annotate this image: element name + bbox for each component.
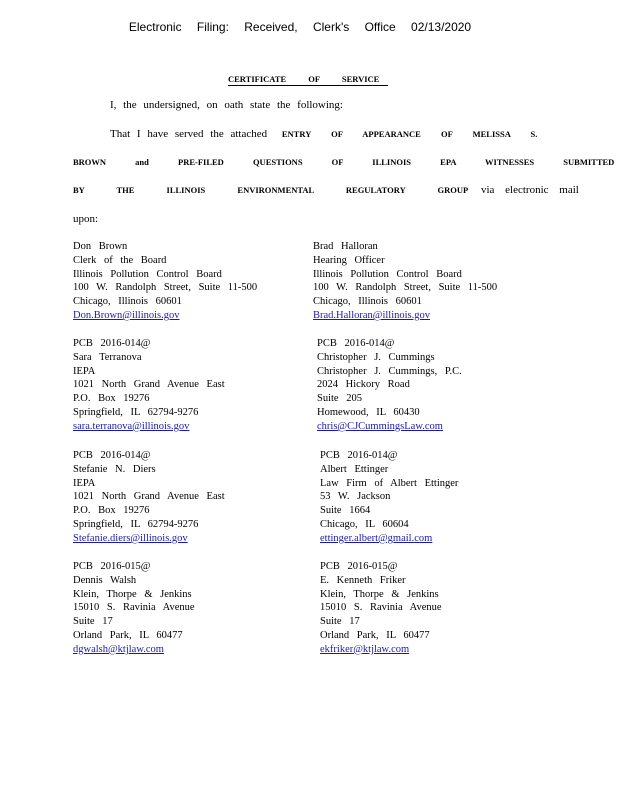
recipient-line: Suite 17 (73, 616, 113, 628)
recipient-block (73, 560, 195, 657)
recipient-line: 100 W. Randolph Street, Suite 11-500 (313, 282, 498, 294)
body-caps-3: BY THE ILLINOIS ENVIRONMENTAL REGULATORY GROUP (73, 185, 469, 195)
recipient-line: Springfield, IL 62794-9276 (73, 518, 199, 530)
recipient-line: Suite 17 (320, 616, 360, 628)
recipient-line: Suite 205 (317, 393, 362, 405)
body-caps-1: ENTRY OF APPEARANCE OF MELISSA S. (281, 129, 538, 139)
upon-label: upon: (73, 213, 99, 225)
recipient-line: Chicago, Illinois 60601 (313, 296, 422, 308)
recipient-line: 53 W. Jackson (320, 491, 391, 503)
recipient-line: Sara Terranova (73, 351, 142, 363)
recipient-line: Orland Park, IL 60477 (320, 629, 430, 641)
recipient-line: P.O. Box 19276 (73, 505, 150, 517)
recipient-line: Albert Ettinger (320, 463, 389, 475)
recipient-line: Christopher J. Cummings, P.C. (317, 365, 462, 377)
recipient-line: Chicago, Illinois 60601 (73, 296, 182, 308)
recipient-line: PCB 2016-014@ (73, 338, 151, 349)
body-tail: via electronic mail (480, 184, 579, 196)
recipient-line: Hearing Officer (313, 254, 385, 266)
recipient-line: PCB 2016-014@ (317, 338, 395, 349)
recipient-block (73, 449, 225, 546)
recipient-line: IEPA (73, 365, 96, 377)
recipient-email-link[interactable]: Stefanie.diers@illinois.gov (73, 532, 188, 544)
recipient-line: 100 W. Randolph Street, Suite 11-500 (73, 282, 258, 294)
recipient-line: Don Brown (73, 241, 128, 252)
recipient-block (320, 449, 458, 546)
recipient-email-link[interactable]: ekfriker@ktjlaw.com (320, 643, 410, 655)
recipient-block (73, 337, 225, 434)
recipient-line: Homewood, IL 60430 (317, 406, 420, 418)
recipient-line: 15010 S. Ravinia Avenue (320, 602, 442, 614)
recipient-email-link[interactable]: dgwalsh@ktjlaw.com (73, 643, 164, 655)
recipient-line: Klein, Thorpe & Jenkins (320, 588, 439, 600)
body-line-3 (73, 184, 579, 196)
recipient-line: Christopher J. Cummings (317, 351, 435, 363)
body-line-1 (110, 128, 537, 140)
recipient-block (317, 337, 462, 434)
intro-line: I, the undersigned, on oath state the following: (110, 99, 343, 111)
recipient-line: 1021 North Grand Avenue East (73, 379, 225, 391)
recipient-line: PCB 2016-014@ (73, 450, 151, 461)
recipient-line: E. Kenneth Friker (320, 574, 406, 586)
recipient-line: 1021 North Grand Avenue East (73, 491, 225, 503)
recipient-block (320, 560, 442, 657)
recipient-line: P.O. Box 19276 (73, 393, 150, 405)
recipient-line: PCB 2016-014@ (320, 450, 398, 461)
certificate-title: CERTIFICATE OF SERVICE (228, 74, 388, 86)
recipient-line: Chicago, IL 60604 (320, 518, 409, 530)
recipient-block (73, 240, 257, 323)
recipient-line: Clerk of the Board (73, 254, 167, 266)
recipient-line: Brad Halloran (313, 241, 378, 252)
recipient-line: 2024 Hickory Road (317, 379, 410, 391)
recipient-email-link[interactable]: Brad.Halloran@illinois.gov (313, 309, 430, 321)
recipient-line: 15010 S. Ravinia Avenue (73, 602, 195, 614)
recipient-email-link[interactable]: Don.Brown@illinois.gov (73, 309, 180, 321)
recipient-line: Dennis Walsh (73, 574, 137, 586)
recipient-line: Suite 1664 (320, 505, 371, 517)
recipient-email-link[interactable]: chris@CJCummingsLaw.com (317, 420, 443, 432)
recipient-email-link[interactable]: ettinger.albert@gmail.com (320, 532, 433, 544)
recipient-line: PCB 2016-015@ (320, 561, 398, 572)
filing-stamp: Electronic Filing: Received, Clerk's Office 02/13/2020 (128, 20, 472, 34)
body-caps-2: BROWN and PRE-FILED QUESTIONS OF ILLINOIS EPA WITNESSES SUBMITTED (73, 157, 615, 167)
body-lead: That I have served the attached (110, 128, 268, 140)
recipient-block (313, 240, 497, 323)
body-line-2 (73, 156, 614, 168)
recipient-line: Springfield, IL 62794-9276 (73, 406, 199, 418)
recipient-email-link[interactable]: sara.terranova@illinois.gov (73, 420, 190, 432)
recipient-line: PCB 2016-015@ (73, 561, 151, 572)
recipient-line: Illinois Pollution Control Board (313, 268, 462, 280)
recipient-line: Stefanie N. Diers (73, 463, 156, 475)
recipient-line: IEPA (73, 477, 96, 489)
recipient-line: Illinois Pollution Control Board (73, 268, 222, 280)
recipient-line: Klein, Thorpe & Jenkins (73, 588, 192, 600)
recipient-line: Law Firm of Albert Ettinger (320, 477, 459, 489)
recipient-line: Orland Park, IL 60477 (73, 629, 183, 641)
